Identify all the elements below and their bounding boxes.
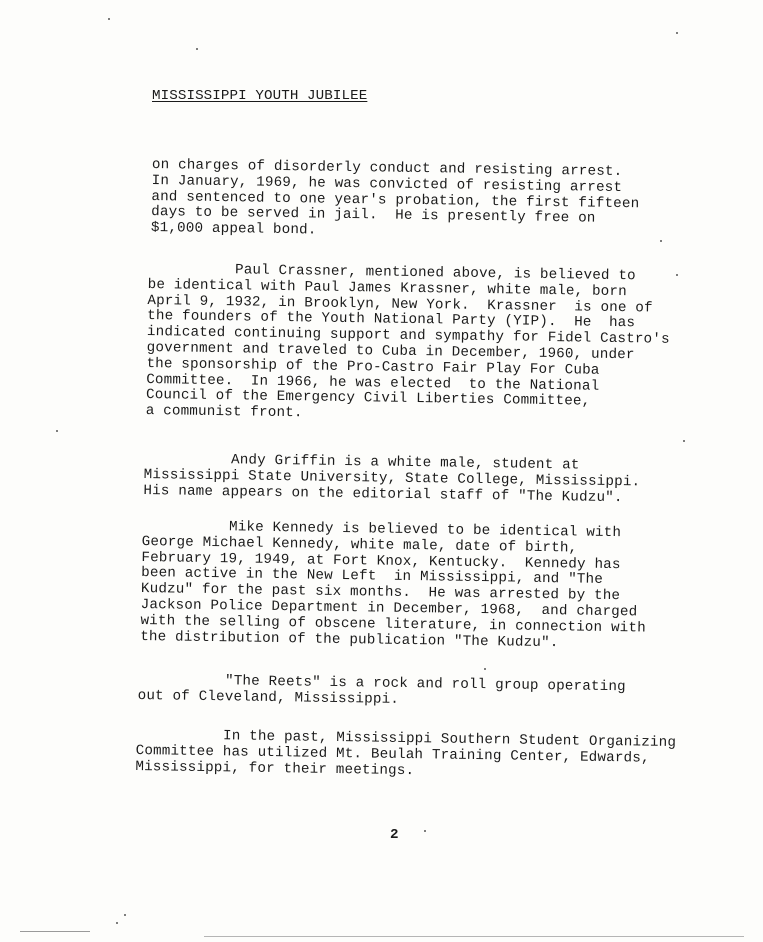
scan-speck [56,430,58,432]
scan-speck [116,922,118,924]
scan-speck [424,830,426,832]
paragraph-krassner: Paul Crassner, mentioned above, is believed to be identical with Paul James Krassner, white male, born April 9, 1932, in Brooklyn, New York. Krassner is one of the founders of the Youth National Party (YIP). He has indicated continuing support and sympathy for Fidel Castro's government and traveled to Cuba in December, 1960, under the sponsorship of the Pro-Castro Fair Play For Cuba Committee. In 1966, he was elected to the National Council of the Emergency Civil Liberties Committee, a communist front. [145,261,670,422]
scan-speck [660,240,662,242]
paragraph-reets: "The Reets" is a rock and roll group operating out of Cleveland, Mississippi. [137,672,626,708]
page-number: 2 [390,827,399,843]
scan-speck [196,48,198,50]
scan-speck [124,914,126,916]
scan-speck [108,18,110,20]
paragraph-mt-beulah: In the past, Mississippi Southern Student Organizing Committee has utilized Mt. Beulah Training Center, Edwards, Mississippi, for their meetings. [135,727,677,779]
scan-line [20,931,90,932]
paragraph-griffin: Andy Griffin is a white male, student at Mississippi State University, State College, Mississippi. His name appears on the editorial staff of "The Kudzu". [143,451,641,506]
scan-speck [676,274,678,276]
scan-speck [484,668,486,670]
scan-speck [683,440,685,442]
document-heading: MISSISSIPPI YOUTH JUBILEE [152,88,368,104]
scan-line [204,936,744,937]
scan-speck [676,32,678,34]
paragraph-kennedy: Mike Kennedy is believed to be identical with George Michael Kennedy, white male, date of birth, February 19, 1949, at Fort Knox, Kentucky. Kennedy has been active in the New Left in Mississippi, and "The Kudzu" for the past six months. He was arrested by the Jackson Police Department in December, 1968, and charged with the selling of obscene literature, in connection with the distribution of the publication "The Kudzu". [140,518,646,651]
paragraph-arrest-charges: on charges of disorderly conduct and resisting arrest. In January, 1969, he was convicted of resisting arrest and sentenced to one year's probation, the first fifteen days to be served in jail. He is presently free on $1,000 appeal bond. [150,157,640,239]
